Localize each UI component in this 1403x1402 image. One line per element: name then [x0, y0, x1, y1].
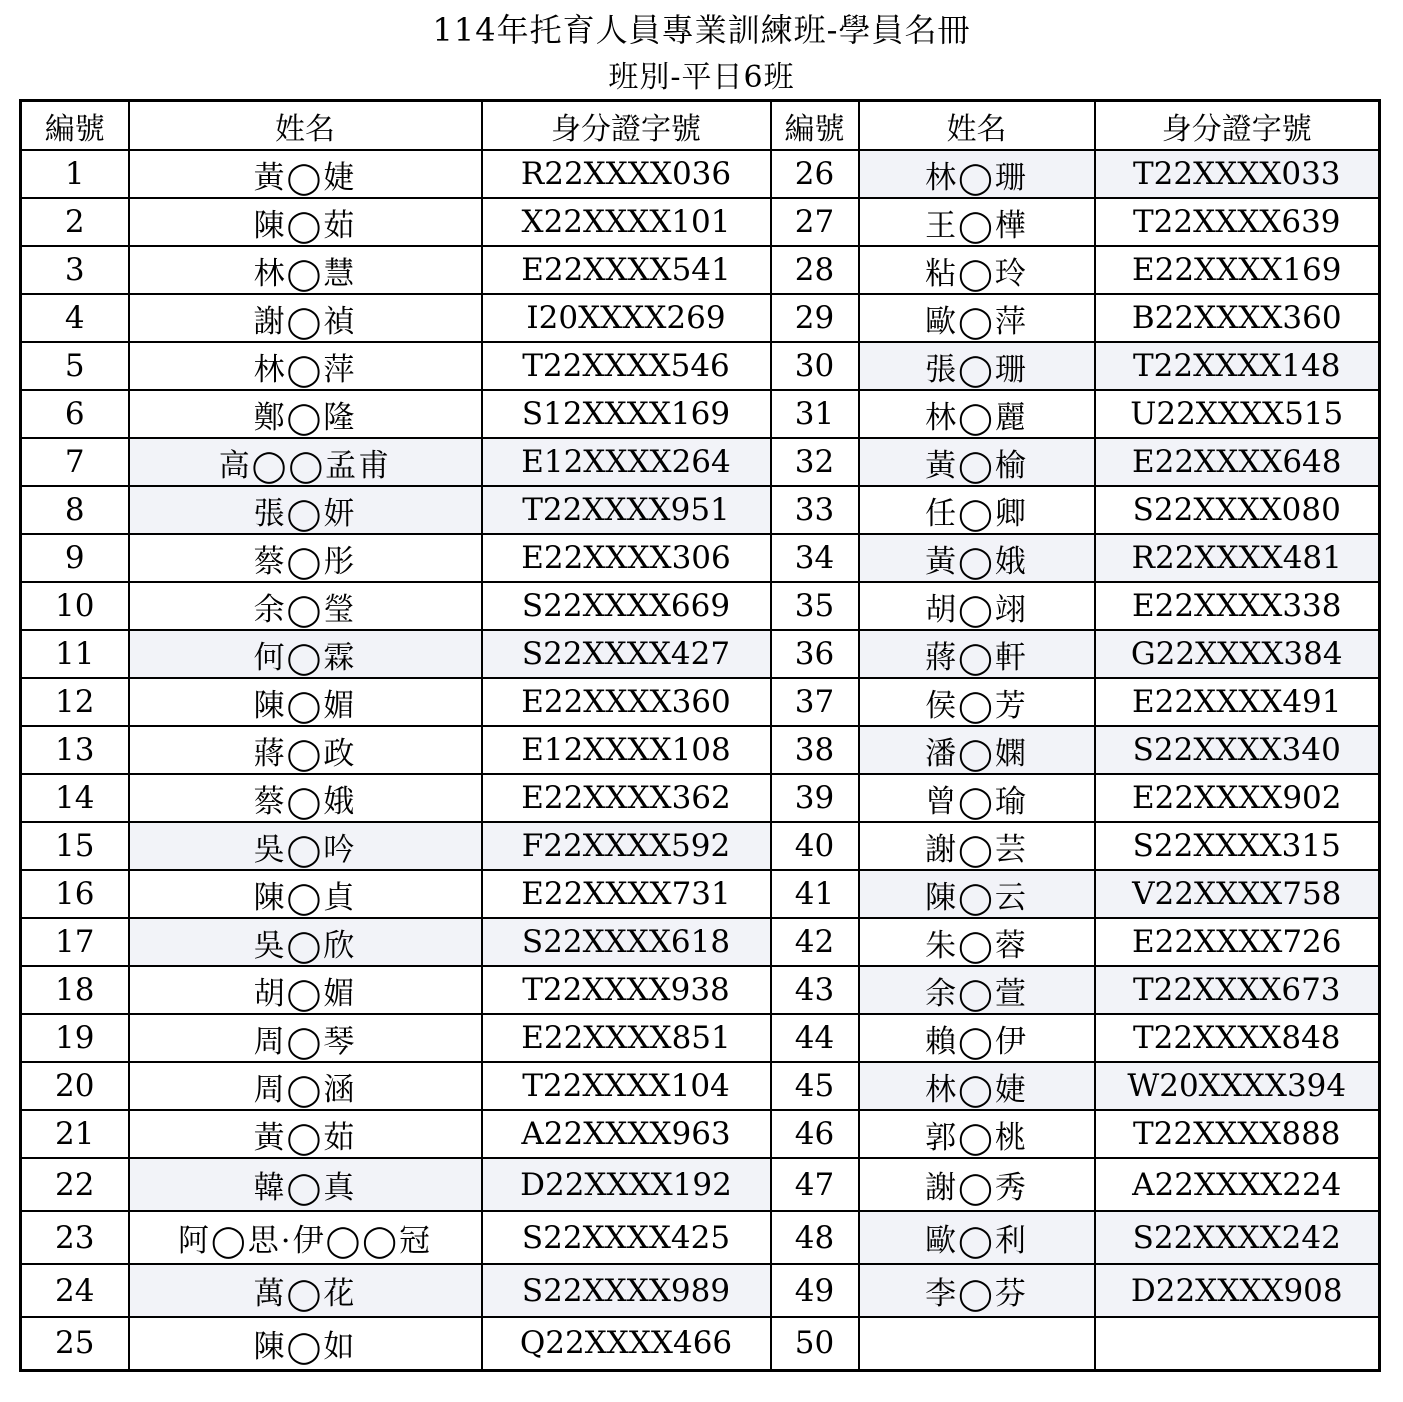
student-number: 25	[21, 1317, 129, 1370]
student-id: V22XXXX758	[1095, 870, 1380, 918]
student-number: 19	[21, 1014, 129, 1062]
student-number: 41	[771, 870, 859, 918]
student-id: S22XXXX242	[1095, 1211, 1380, 1264]
student-number: 50	[771, 1317, 859, 1370]
student-id: E22XXXX491	[1095, 678, 1380, 726]
student-name: 潘◯嫻	[859, 726, 1095, 774]
student-id: E22XXXX362	[482, 774, 771, 822]
student-id: S22XXXX340	[1095, 726, 1380, 774]
student-number: 34	[771, 534, 859, 582]
student-name: 陳◯茹	[129, 198, 482, 246]
table-row	[21, 870, 1380, 918]
student-name: 蔡◯彤	[129, 534, 482, 582]
student-number: 15	[21, 822, 129, 870]
student-name: 李◯芬	[859, 1264, 1095, 1317]
table-row	[21, 918, 1380, 966]
student-id: D22XXXX192	[482, 1158, 771, 1211]
student-name: 陳◯云	[859, 870, 1095, 918]
student-number: 40	[771, 822, 859, 870]
student-number: 27	[771, 198, 859, 246]
student-id: T22XXXX104	[482, 1062, 771, 1110]
table-row	[21, 1264, 1380, 1317]
student-id: B22XXXX360	[1095, 294, 1380, 342]
table-row	[21, 582, 1380, 630]
student-name: 林◯萍	[129, 342, 482, 390]
student-name: 林◯珊	[859, 150, 1095, 198]
student-id: E12XXXX264	[482, 438, 771, 486]
student-number: 23	[21, 1211, 129, 1264]
student-number: 32	[771, 438, 859, 486]
student-id: T22XXXX546	[482, 342, 771, 390]
student-name: 蔡◯娥	[129, 774, 482, 822]
student-number: 49	[771, 1264, 859, 1317]
student-id: E22XXXX306	[482, 534, 771, 582]
student-id: E12XXXX108	[482, 726, 771, 774]
student-name: 任◯卿	[859, 486, 1095, 534]
student-id: E22XXXX902	[1095, 774, 1380, 822]
header-number: 編號	[21, 101, 129, 151]
student-id: A22XXXX963	[482, 1110, 771, 1158]
student-id: E22XXXX726	[1095, 918, 1380, 966]
student-id: T22XXXX673	[1095, 966, 1380, 1014]
student-name: 歐◯利	[859, 1211, 1095, 1264]
student-id: Q22XXXX466	[482, 1317, 771, 1370]
table-header-row	[21, 101, 1380, 151]
student-name: 陳◯貞	[129, 870, 482, 918]
student-name: 黃◯茹	[129, 1110, 482, 1158]
table-row	[21, 1014, 1380, 1062]
student-name: 余◯瑩	[129, 582, 482, 630]
student-name: 林◯慧	[129, 246, 482, 294]
student-id	[1095, 1317, 1380, 1370]
student-number: 11	[21, 630, 129, 678]
student-name: 粘◯玲	[859, 246, 1095, 294]
student-name: 朱◯蓉	[859, 918, 1095, 966]
table-row	[21, 1317, 1380, 1370]
student-number: 14	[21, 774, 129, 822]
table-row	[21, 486, 1380, 534]
student-id: S12XXXX169	[482, 390, 771, 438]
table-row	[21, 1211, 1380, 1264]
table-row	[21, 390, 1380, 438]
student-name: 林◯麗	[859, 390, 1095, 438]
student-id: G22XXXX384	[1095, 630, 1380, 678]
student-name: 歐◯萍	[859, 294, 1095, 342]
student-number: 5	[21, 342, 129, 390]
student-name: 周◯涵	[129, 1062, 482, 1110]
student-number: 38	[771, 726, 859, 774]
roster-table	[19, 99, 1381, 1372]
student-number: 4	[21, 294, 129, 342]
student-name: 高◯◯孟甫	[129, 438, 482, 486]
table-row	[21, 438, 1380, 486]
student-id: S22XXXX618	[482, 918, 771, 966]
student-number: 12	[21, 678, 129, 726]
student-number: 33	[771, 486, 859, 534]
student-number: 35	[771, 582, 859, 630]
student-name: 鄭◯隆	[129, 390, 482, 438]
student-name: 曾◯瑜	[859, 774, 1095, 822]
student-id: E22XXXX360	[482, 678, 771, 726]
student-name: 黃◯婕	[129, 150, 482, 198]
table-row	[21, 150, 1380, 198]
table-row	[21, 1062, 1380, 1110]
student-id: T22XXXX639	[1095, 198, 1380, 246]
student-number: 17	[21, 918, 129, 966]
student-name: 賴◯伊	[859, 1014, 1095, 1062]
header-name: 姓名	[859, 101, 1095, 151]
student-number: 1	[21, 150, 129, 198]
page-subtitle: 班別-平日6班	[608, 60, 795, 95]
student-id: T22XXXX938	[482, 966, 771, 1014]
student-name: 蔣◯政	[129, 726, 482, 774]
student-number: 37	[771, 678, 859, 726]
student-name: 胡◯媚	[129, 966, 482, 1014]
table-row	[21, 198, 1380, 246]
student-name: 謝◯禎	[129, 294, 482, 342]
student-id: X22XXXX101	[482, 198, 771, 246]
student-id: R22XXXX481	[1095, 534, 1380, 582]
student-id: R22XXXX036	[482, 150, 771, 198]
header-id: 身分證字號	[1095, 101, 1380, 151]
student-id: S22XXXX427	[482, 630, 771, 678]
student-number: 36	[771, 630, 859, 678]
student-id: E22XXXX541	[482, 246, 771, 294]
table-row	[21, 774, 1380, 822]
table-row	[21, 534, 1380, 582]
student-name: 王◯樺	[859, 198, 1095, 246]
student-id: E22XXXX731	[482, 870, 771, 918]
student-id: S22XXXX315	[1095, 822, 1380, 870]
student-id: E22XXXX338	[1095, 582, 1380, 630]
student-id: E22XXXX648	[1095, 438, 1380, 486]
student-number: 47	[771, 1158, 859, 1211]
table-row	[21, 1110, 1380, 1158]
table-row	[21, 726, 1380, 774]
student-name: 蔣◯軒	[859, 630, 1095, 678]
table-row	[21, 246, 1380, 294]
header-id: 身分證字號	[482, 101, 771, 151]
student-id: E22XXXX851	[482, 1014, 771, 1062]
student-id: E22XXXX169	[1095, 246, 1380, 294]
student-name: 黃◯榆	[859, 438, 1095, 486]
student-name: 何◯霖	[129, 630, 482, 678]
student-id: A22XXXX224	[1095, 1158, 1380, 1211]
student-name: 周◯琴	[129, 1014, 482, 1062]
student-number: 13	[21, 726, 129, 774]
page-title: 114年托育人員專業訓練班-學員名冊	[432, 11, 971, 49]
student-name: 吳◯吟	[129, 822, 482, 870]
student-name: 萬◯花	[129, 1264, 482, 1317]
student-number: 3	[21, 246, 129, 294]
student-number: 26	[771, 150, 859, 198]
student-id: T22XXXX848	[1095, 1014, 1380, 1062]
student-id: S22XXXX669	[482, 582, 771, 630]
student-number: 2	[21, 198, 129, 246]
student-number: 8	[21, 486, 129, 534]
student-name: 陳◯如	[129, 1317, 482, 1370]
student-number: 6	[21, 390, 129, 438]
student-number: 48	[771, 1211, 859, 1264]
student-id: T22XXXX951	[482, 486, 771, 534]
student-number: 7	[21, 438, 129, 486]
table-row	[21, 342, 1380, 390]
student-id: D22XXXX908	[1095, 1264, 1380, 1317]
student-number: 9	[21, 534, 129, 582]
student-number: 28	[771, 246, 859, 294]
student-number: 30	[771, 342, 859, 390]
student-number: 10	[21, 582, 129, 630]
student-id: T22XXXX033	[1095, 150, 1380, 198]
student-number: 18	[21, 966, 129, 1014]
student-id: S22XXXX080	[1095, 486, 1380, 534]
student-number: 21	[21, 1110, 129, 1158]
student-name: 郭◯桃	[859, 1110, 1095, 1158]
student-name: 阿◯思·伊◯◯冠	[129, 1211, 482, 1264]
student-number: 16	[21, 870, 129, 918]
student-id: S22XXXX989	[482, 1264, 771, 1317]
student-id: W20XXXX394	[1095, 1062, 1380, 1110]
student-id: F22XXXX592	[482, 822, 771, 870]
table-row	[21, 630, 1380, 678]
student-name: 韓◯真	[129, 1158, 482, 1211]
student-number: 43	[771, 966, 859, 1014]
student-number: 45	[771, 1062, 859, 1110]
student-name: 謝◯秀	[859, 1158, 1095, 1211]
student-number: 39	[771, 774, 859, 822]
student-name: 余◯萱	[859, 966, 1095, 1014]
student-number: 22	[21, 1158, 129, 1211]
student-name: 黃◯娥	[859, 534, 1095, 582]
student-name: 胡◯翊	[859, 582, 1095, 630]
student-name: 林◯婕	[859, 1062, 1095, 1110]
table-row	[21, 1158, 1380, 1211]
student-name: 侯◯芳	[859, 678, 1095, 726]
student-number: 20	[21, 1062, 129, 1110]
header-number: 編號	[771, 101, 859, 151]
student-id: T22XXXX888	[1095, 1110, 1380, 1158]
student-number: 46	[771, 1110, 859, 1158]
student-name: 吳◯欣	[129, 918, 482, 966]
table-row	[21, 822, 1380, 870]
student-id: U22XXXX515	[1095, 390, 1380, 438]
student-name: 謝◯芸	[859, 822, 1095, 870]
student-number: 31	[771, 390, 859, 438]
student-number: 42	[771, 918, 859, 966]
header-name: 姓名	[129, 101, 482, 151]
student-number: 24	[21, 1264, 129, 1317]
table-row	[21, 294, 1380, 342]
student-id: S22XXXX425	[482, 1211, 771, 1264]
student-id: T22XXXX148	[1095, 342, 1380, 390]
student-id: I20XXXX269	[482, 294, 771, 342]
student-name	[859, 1317, 1095, 1370]
student-name: 張◯珊	[859, 342, 1095, 390]
table-row	[21, 966, 1380, 1014]
student-number: 44	[771, 1014, 859, 1062]
table-row	[21, 678, 1380, 726]
student-name: 陳◯媚	[129, 678, 482, 726]
student-name: 張◯妍	[129, 486, 482, 534]
student-number: 29	[771, 294, 859, 342]
